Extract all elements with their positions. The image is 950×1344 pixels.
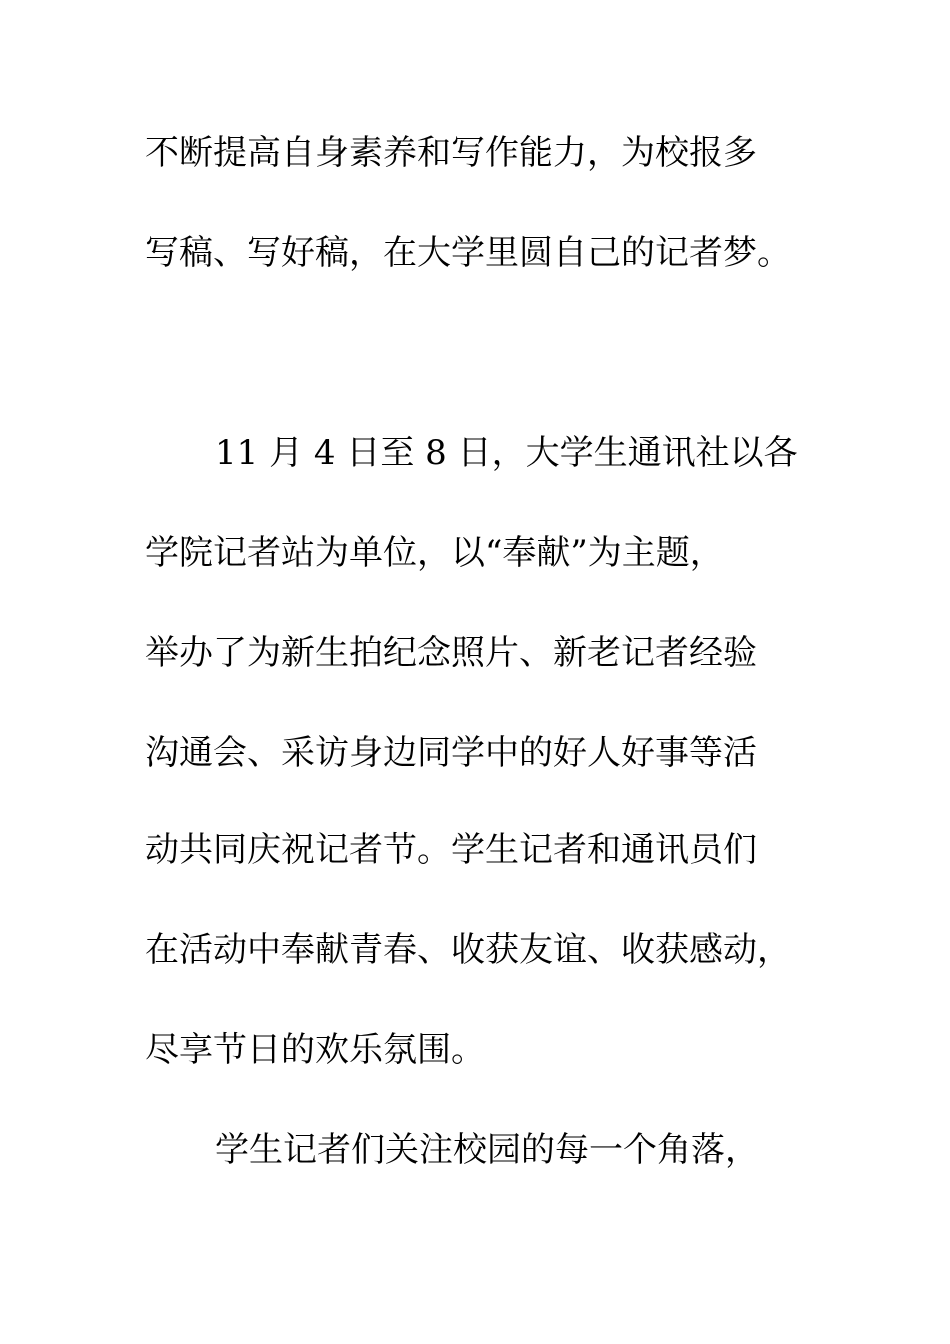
text-line: 动共同庆祝记者节。学生记者和通讯员们	[145, 830, 757, 870]
text-line: 沟通会、采访身边同学中的好人好事等活	[145, 733, 757, 773]
paragraph-first-line: 11 月 4 日至 8 日，大学生通讯社以各	[215, 433, 798, 473]
paragraph-first-line: 学生记者们关注校园的每一个角落，	[215, 1130, 759, 1170]
text-line: 不断提高自身素养和写作能力，为校报多	[145, 133, 757, 173]
text-line: 学院记者站为单位，以“奉献”为主题，	[145, 533, 724, 573]
text-line: 写稿、写好稿，在大学里圆自己的记者梦。	[145, 233, 791, 273]
text-line: 在活动中奉献青春、收获友谊、收获感动，	[145, 930, 791, 970]
text-line: 举办了为新生拍纪念照片、新老记者经验	[145, 633, 757, 673]
text-line: 尽享节日的欢乐氛围。	[145, 1030, 485, 1070]
